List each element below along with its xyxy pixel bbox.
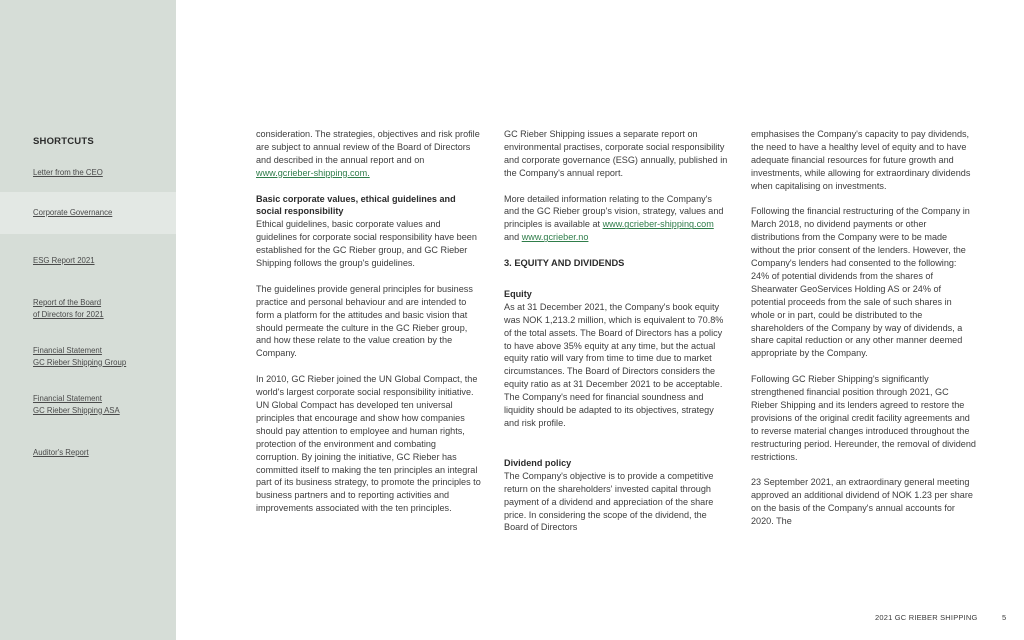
paragraph: consideration. The strategies, objectives and risk profile are subject to annual review of the Board of Directors and described in the annual report and on www.gcrieber-shipping.com.: [256, 129, 480, 178]
heading-dividend-policy: Dividend policy: [504, 457, 572, 468]
paragraph: GC Rieber Shipping issues a separate report on environmental practises, corporate social responsibility and corporate governance (ESG) annually, published in the Company's annual report.: [504, 129, 728, 178]
page-number: 5: [1002, 613, 1007, 622]
shortcut-letter-from-ceo[interactable]: Letter from the CEO: [33, 168, 103, 177]
paragraph: The guidelines provide general principles for business practice and personal behaviour and are intended to form a platform for the attitudes and basic vision that should permeate the culture in the GC Rieber group, and how these relate to the value creation by the Company.: [256, 283, 473, 359]
paragraph: emphasises the Company's capacity to pay dividends, the need to have a healthy level of equity and to have adequate financial resources for future growth and investments, while allowing for extraordinary dividends when capitalising on investments.: [751, 129, 971, 191]
shortcut-financial-statement-asa[interactable]: Financial Statement GC Rieber Shipping ASA: [33, 394, 120, 415]
shortcut-corporate-governance[interactable]: Corporate Governance: [33, 208, 113, 217]
paragraph: As at 31 December 2021, the Company's book equity was NOK 1,213.2 million, which is equivalent to 70.8% of the total assets. The Board of Directors has a policy to have above 35% equity at any time, but the actual equity ratio will vary from time to time due to market circumstances. The Board of Directors considers the equity ratio as at 31 December 2021 to be acceptable. The Company's need for financial soundness and liquidity should be adapted to its objectives, strategy and risk profile.: [504, 301, 724, 428]
section-heading: 3. EQUITY AND DIVIDENDS: [504, 258, 625, 269]
shortcut-esg-report[interactable]: ESG Report 2021: [33, 256, 95, 265]
paragraph: Following GC Rieber Shipping's significantly strengthened financial position through 2021, GC Rieber Shipping and its lenders agreed to restore the provisions of the original credit facility agreements and to reverse material changes introduced throughout the restructuring period. Hereunder, the removal of dividend restrictions.: [751, 374, 976, 462]
paragraph: Ethical guidelines, basic corporate values and guidelines for corporate social responsibility have been established for the GC Rieber group, and GC Rieber Shipping follows the group's guidelines.: [256, 219, 477, 269]
shortcuts-title: SHORTCUTS: [33, 136, 94, 147]
paragraph: 23 September 2021, an extraordinary general meeting approved an additional dividend of NOK 1.23 per share on the basis of the Company's annual accounts for 2020. The: [751, 477, 973, 527]
website-link[interactable]: www.gcrieber.no: [521, 232, 589, 243]
text-column-1: [256, 128, 481, 528]
shortcut-auditors-report[interactable]: Auditor's Report: [33, 448, 89, 457]
paragraph: The Company's objective is to provide a competitive return on the shareholders' invested capital through payment of a dividend and appreciation of the share price. In considering the scope of the dividend, the Board of Directors: [504, 470, 714, 533]
sidebar: [0, 0, 176, 640]
paragraph: Following the financial restructuring of the Company in March 2018, no dividend payments or other distributions from the Company were to be made without the prior consent of the lenders. However, the Company's lenders had consented to the following: 24% of potential dividends from the shares of Shearwater GeoServices Holding AS or 24% of potential proceeds from the sale of such shares in whole or in part, could be distributed to the shareholders of the Company by way of dividends, a share capital reduction or any other manner deemed appropriate by the Company.: [751, 206, 970, 359]
text-column-3: [751, 128, 976, 541]
paragraph: More detailed information relating to the Company's and the GC Rieber group's vision, strategy, values and principles is available at www.gcrieber-shipping.com and www.gcrieber.no: [504, 193, 724, 243]
heading-corporate-values: Basic corporate values, ethical guidelines and social responsibility: [256, 193, 456, 217]
website-link[interactable]: www.gcrieber-shipping.com: [602, 219, 714, 230]
text-column-2: [504, 128, 729, 547]
footer-brand: 2021 GC RIEBER SHIPPING: [875, 613, 978, 622]
website-link[interactable]: www.gcrieber-shipping.com.: [256, 167, 370, 178]
heading-equity: Equity: [504, 288, 532, 299]
paragraph: In 2010, GC Rieber joined the UN Global Compact, the world's largest corporate social responsibility initiative. UN Global Compact has developed ten universal principles that encourage and show how companies should pay attention to employee and human rights, protection of the environment and combating corruption. By joining the initiative, GC Rieber has committed itself to making the ten principles an integral part of its business strategy, to promote the principles to business partners and to reporting activities and improvements associated with the ten principles.: [256, 374, 481, 514]
shortcut-board-report[interactable]: Report of the Board of Directors for 2021: [33, 298, 104, 319]
shortcut-financial-statement-group[interactable]: Financial Statement GC Rieber Shipping Group: [33, 346, 127, 367]
